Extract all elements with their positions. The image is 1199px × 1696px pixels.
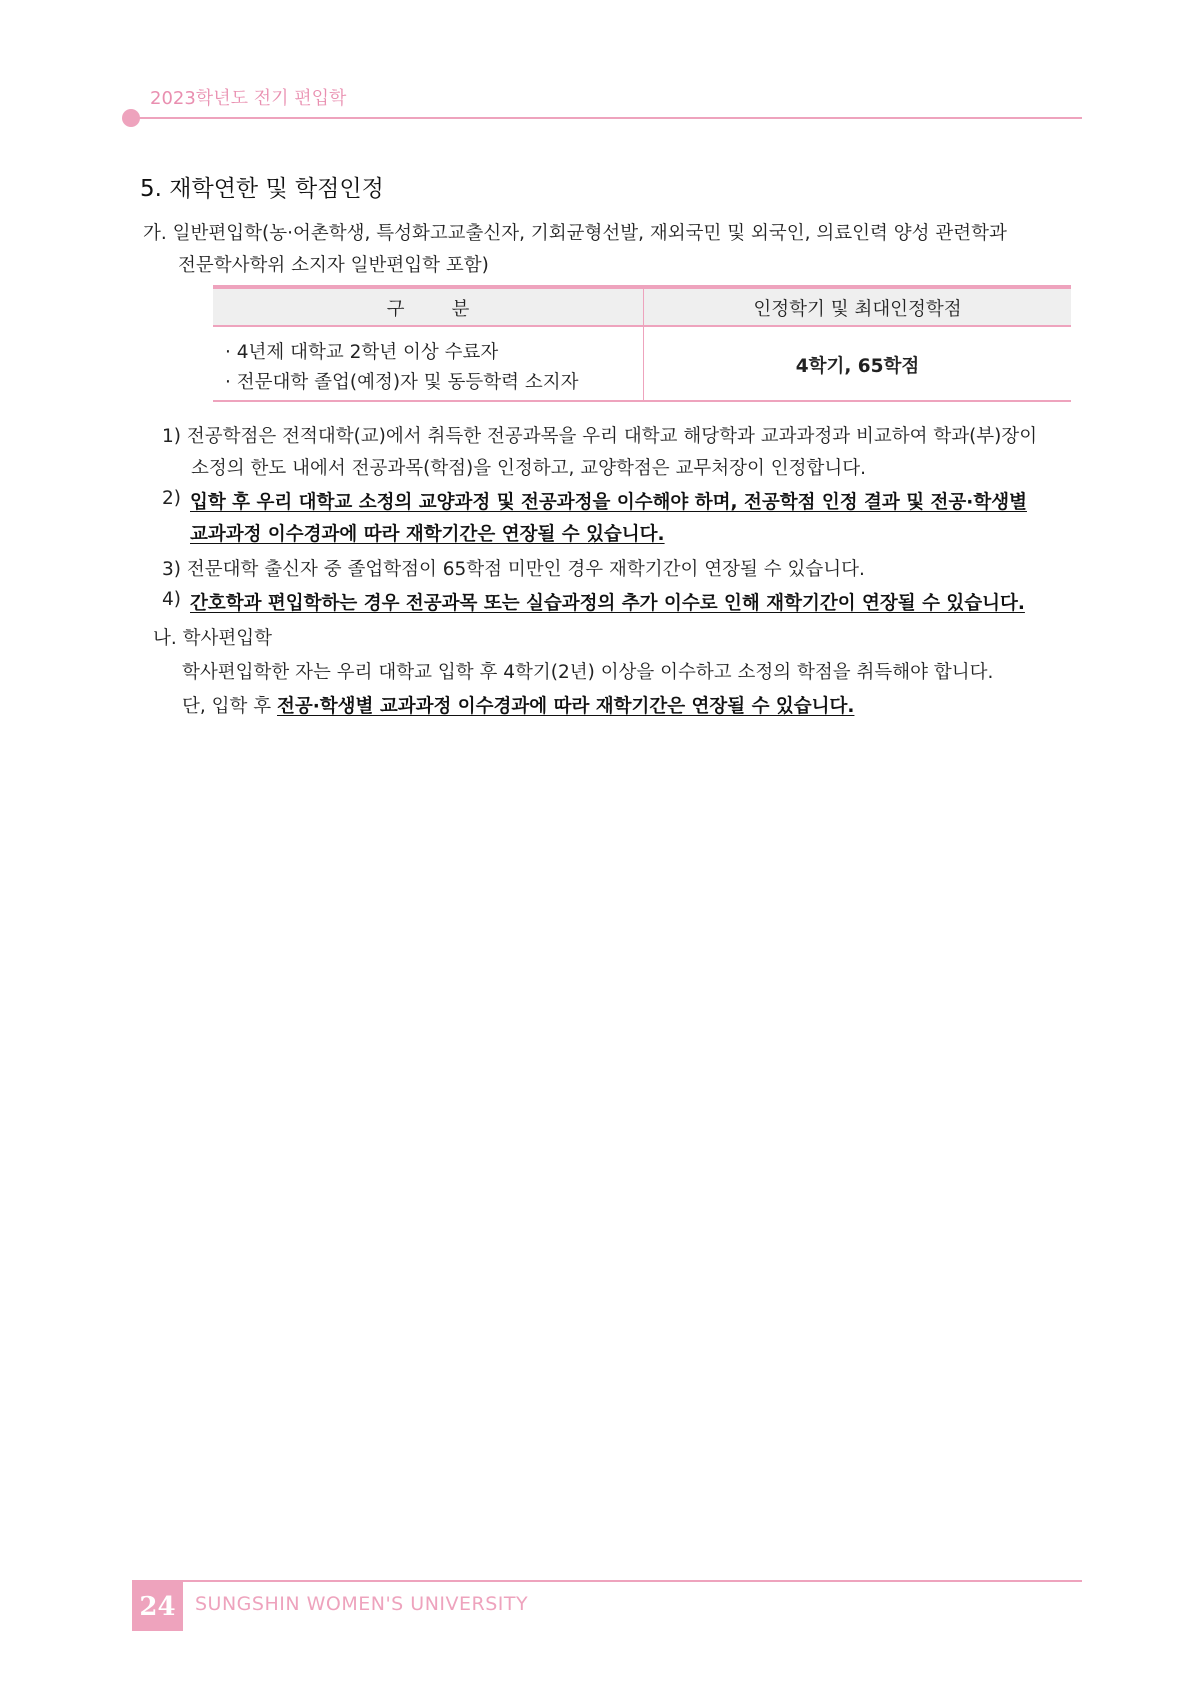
table-header-credits: 인정학기 및 최대인정학점 (753, 299, 962, 320)
footer-page-number: 24 (132, 1582, 183, 1631)
section-title: 5. 재학연한 및 학점인정 (140, 176, 384, 202)
table-row-value: 4학기, 65학점 (795, 356, 920, 377)
header-line (132, 117, 1082, 119)
na-line-2-prefix: 단, 입학 후 (182, 696, 272, 717)
note-1-line-2: 소정의 한도 내에서 전공과목(학점)을 인정하고, 교양학점은 교무처장이 인정합니다. (191, 458, 866, 479)
na-line-1: 학사편입학한 자는 우리 대학교 입학 후 4학기(2년) 이상을 이수하고 소정의 학점을 취득해야 합니다. (182, 662, 994, 683)
note-4-number: 4) (162, 589, 181, 610)
na-line-2-emphasis: 전공·학생별 교과과정 이수경과에 따라 재학기간은 연장될 수 있습니다. (277, 696, 855, 717)
credit-table (213, 285, 1071, 402)
note-1-line-1: 1) 전공학점은 전적대학(교)에서 취득한 전공과목을 우리 대학교 해당학과 교과과정과 비교하여 학과(부)장이 (162, 426, 1038, 447)
footer-line (132, 1580, 1082, 1582)
table-bottom-line (213, 400, 1071, 402)
note-2-number: 2) (162, 488, 181, 509)
note-3: 3) 전문대학 출신자 중 졸업학점이 65학점 미만인 경우 재학기간이 연장될 수 있습니다. (162, 559, 865, 580)
header-title: 2023학년도 전기 편입학 (150, 88, 347, 109)
note-2-line-1: 입학 후 우리 대학교 소정의 교양과정 및 전공과정을 이수해야 하며, 전공학점 인정 결과 및 전공·학생별 (190, 492, 1027, 513)
table-row-item-1: · 4년제 대학교 2학년 이상 수료자 (225, 342, 499, 363)
ga-line-1: 가. 일반편입학(농·어촌학생, 특성화고교출신자, 기회균형선발, 재외국민 및 외국인, 의료인력 양성 관련학과 (143, 223, 1007, 244)
table-header-category: 구 분 (386, 299, 470, 320)
ga-line-2: 전문학사학위 소지자 일반편입학 포함) (178, 255, 489, 276)
note-2-line-2: 교과과정 이수경과에 따라 재학기간은 연장될 수 있습니다. (190, 524, 665, 545)
na-line-2 (182, 692, 854, 718)
footer-university-name: SUNGSHIN WOMEN'S UNIVERSITY (195, 1593, 529, 1615)
table-mid-line (213, 325, 1071, 327)
table-row-item-2: · 전문대학 졸업(예정)자 및 동등학력 소지자 (225, 372, 579, 393)
na-title: 나. 학사편입학 (153, 628, 272, 649)
note-4-text: 간호학과 편입학하는 경우 전공과목 또는 실습과정의 추가 이수로 인해 재학기간이 연장될 수 있습니다. (190, 593, 1025, 614)
